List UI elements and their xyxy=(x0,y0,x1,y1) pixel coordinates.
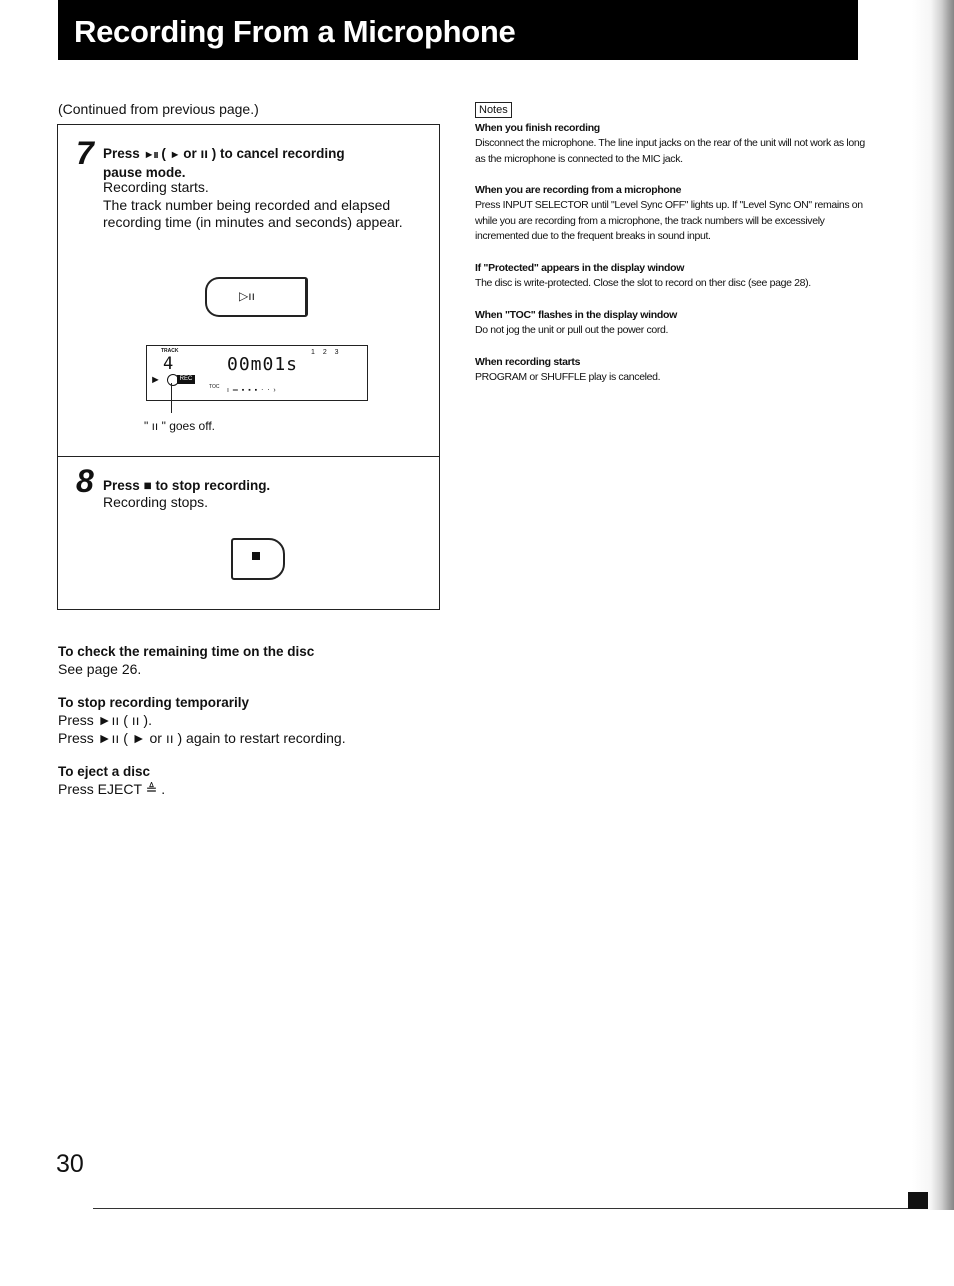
tip-text: Press ►ıı ( ıı ). xyxy=(58,712,152,728)
play-pause-button-illustration xyxy=(205,277,308,317)
step-8-title: Press ■ to stop recording. xyxy=(103,478,271,493)
stop-icon xyxy=(252,552,260,560)
play-pause-icon: ►ıı xyxy=(143,149,158,161)
play-icon: ► xyxy=(169,149,180,161)
tip-text: See page 26. xyxy=(58,661,142,677)
note-heading: If "Protected" appears in the display window xyxy=(475,262,685,274)
step-divider xyxy=(58,456,439,457)
tip-text: Press EJECT ≜ . xyxy=(58,781,166,797)
continued-note: (Continued from previous page.) xyxy=(58,101,259,117)
lcd-play-icon: ► xyxy=(150,374,161,386)
lcd-rec-indicator: REC xyxy=(177,375,195,384)
step-7-body xyxy=(103,179,433,232)
lcd-elapsed-time: 00m01s xyxy=(227,354,299,375)
note-text: Do not jog the unit or pull out the power cord. xyxy=(475,324,669,336)
page-number: 30 xyxy=(56,1150,84,1178)
pause-icon: ıı xyxy=(200,146,209,161)
stop-button-illustration xyxy=(231,538,285,580)
step-7-title-or: or xyxy=(183,146,197,161)
step-7-body-line: recording time (in minutes and seconds) appear. xyxy=(103,214,403,230)
step-7-title-prefix: Press xyxy=(103,146,140,161)
lcd-track-number: 4 xyxy=(163,354,174,374)
step-7-body-line: Recording starts. xyxy=(103,179,209,195)
play-pause-outline-icon: ▷ıı xyxy=(239,289,255,303)
note-heading: When "TOC" flashes in the display window xyxy=(475,309,677,321)
steps-box xyxy=(57,124,440,610)
note-text: PROGRAM or SHUFFLE play is canceled. xyxy=(475,371,661,383)
lcd-display-illustration xyxy=(146,345,368,401)
lcd-toc-indicator: TOC xyxy=(209,384,220,390)
note-text: Disconnect the microphone. The line input jacks on the rear of the unit will not work as long as the microphone is connected to the MIC jack. xyxy=(475,137,865,165)
note-heading: When you are recording from a microphone xyxy=(475,184,682,196)
tip-heading: To check the remaining time on the disc xyxy=(58,644,315,659)
step-8-number: 8 xyxy=(76,463,94,499)
lcd-track-label: TRACK xyxy=(161,348,179,354)
step-7-title-mid: ( xyxy=(161,146,170,161)
pointer-line xyxy=(171,383,172,413)
bottom-rule xyxy=(93,1208,926,1209)
note-heading: When you finish recording xyxy=(475,122,600,134)
tip-heading: To stop recording temporarily xyxy=(58,695,250,710)
note-heading: When recording starts xyxy=(475,356,581,368)
step-7-number: 7 xyxy=(76,135,94,171)
bottom-corner-mark xyxy=(908,1192,928,1209)
tip-heading: To eject a disc xyxy=(58,764,151,779)
step-7-title xyxy=(103,145,433,181)
scan-edge-shadow xyxy=(912,0,954,1210)
note-text: The disc is write-protected. Close the slot to record on ther disc (see page 28). xyxy=(475,277,811,289)
lcd-level-bars: ı ═ ▪ ▪ ▪ ‧ ‧ › xyxy=(227,387,277,394)
notes-badge: Notes xyxy=(475,102,512,118)
step-7-body-line: The track number being recorded and elapsed xyxy=(103,196,391,213)
tip-text: Press ►ıı ( ► or ıı ) again to restart recording. xyxy=(58,730,346,746)
lcd-track-numbers: 1 2 3 xyxy=(311,349,342,356)
step-7-title-suffix: ) to cancel recording xyxy=(211,146,345,161)
note-text: Press INPUT SELECTOR until "Level Sync OFF" lights up. If "Level Sync ON" remains on while you are recording from a microphone, the track numbers will be excessively incremented due to the frequent breaks in sound input. xyxy=(475,199,863,242)
page-title: Recording From a Microphone xyxy=(74,14,516,49)
pause-goes-off-caption: " ıı " goes off. xyxy=(144,419,216,433)
step-8-body: Recording stops. xyxy=(103,494,209,510)
step-7-title-line2: pause mode. xyxy=(103,165,186,180)
